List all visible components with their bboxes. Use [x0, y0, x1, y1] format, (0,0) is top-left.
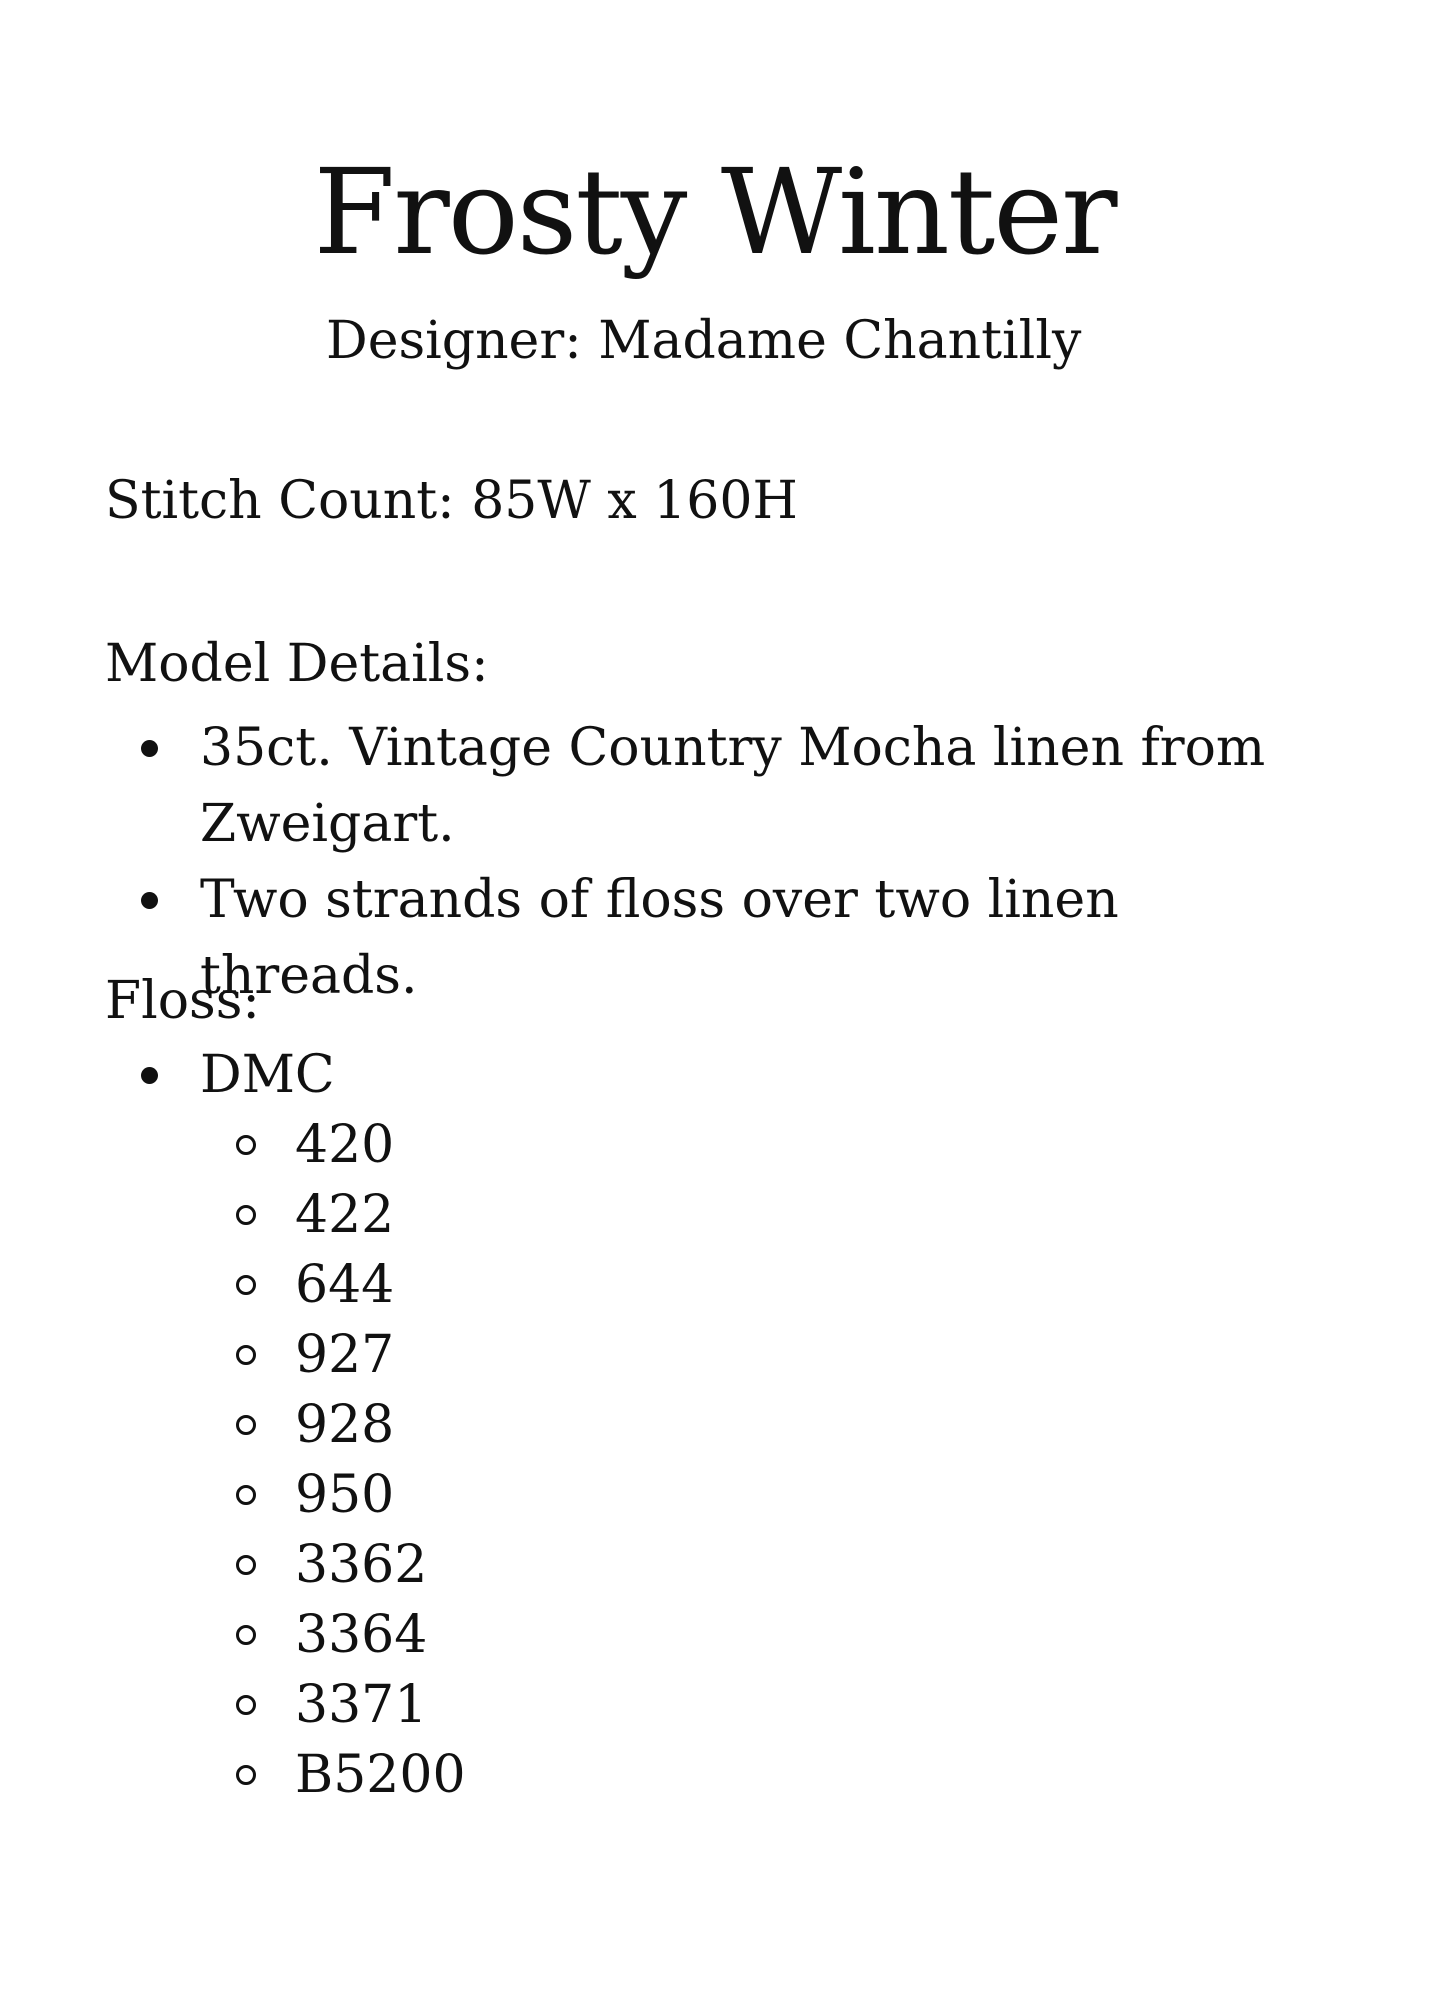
sub-bullet-icon	[236, 1485, 256, 1505]
floss-color-item	[105, 1180, 466, 1250]
floss-color-item	[105, 1670, 466, 1740]
floss-color-item	[105, 1460, 466, 1530]
floss-color-number: 3362	[295, 1535, 428, 1595]
floss-heading: Floss:	[105, 971, 260, 1031]
bullet-icon	[141, 1067, 158, 1084]
floss-list	[105, 1040, 466, 1810]
floss-color-number: 928	[295, 1395, 395, 1455]
sub-bullet-icon	[236, 1345, 256, 1365]
sub-bullet-icon	[236, 1765, 256, 1785]
model-details-heading: Model Details:	[105, 634, 489, 694]
floss-color-number: B5200	[295, 1745, 466, 1805]
floss-color-list	[105, 1110, 466, 1810]
bullet-icon	[141, 740, 158, 757]
floss-color-number: 420	[295, 1115, 395, 1175]
sub-bullet-icon	[236, 1205, 256, 1225]
floss-color-number: 644	[295, 1255, 395, 1315]
stitch-count: Stitch Count: 85W x 160H	[105, 471, 798, 531]
floss-color-number: 3371	[295, 1675, 428, 1735]
floss-color-number: 422	[295, 1185, 395, 1245]
floss-brand-label: DMC	[200, 1045, 335, 1105]
floss-color-item	[105, 1320, 466, 1390]
floss-color-number: 950	[295, 1465, 395, 1525]
model-detail-text: Two strands of floss over two linen threads.	[200, 870, 1119, 1006]
floss-color-item	[105, 1530, 466, 1600]
sub-bullet-icon	[236, 1415, 256, 1435]
model-detail-text: 35ct. Vintage Country Mocha linen from Zweigart.	[200, 718, 1266, 854]
sub-bullet-icon	[236, 1555, 256, 1575]
sub-bullet-icon	[236, 1625, 256, 1645]
floss-color-item	[105, 1110, 466, 1180]
model-details-list	[105, 710, 1345, 1014]
floss-color-item	[105, 1250, 466, 1320]
bullet-icon	[141, 892, 158, 909]
sub-bullet-icon	[236, 1695, 256, 1715]
page-title: Frosty Winter	[313, 143, 1116, 281]
list-item	[105, 710, 1345, 862]
designer-credit: Designer: Madame Chantilly	[326, 311, 1082, 371]
floss-color-number: 927	[295, 1325, 395, 1385]
floss-color-item	[105, 1390, 466, 1460]
sub-bullet-icon	[236, 1275, 256, 1295]
list-item	[105, 862, 1345, 1014]
sub-bullet-icon	[236, 1135, 256, 1155]
floss-color-item	[105, 1600, 466, 1670]
floss-color-number: 3364	[295, 1605, 428, 1665]
floss-brand-item	[105, 1040, 466, 1810]
floss-color-item	[105, 1740, 466, 1810]
